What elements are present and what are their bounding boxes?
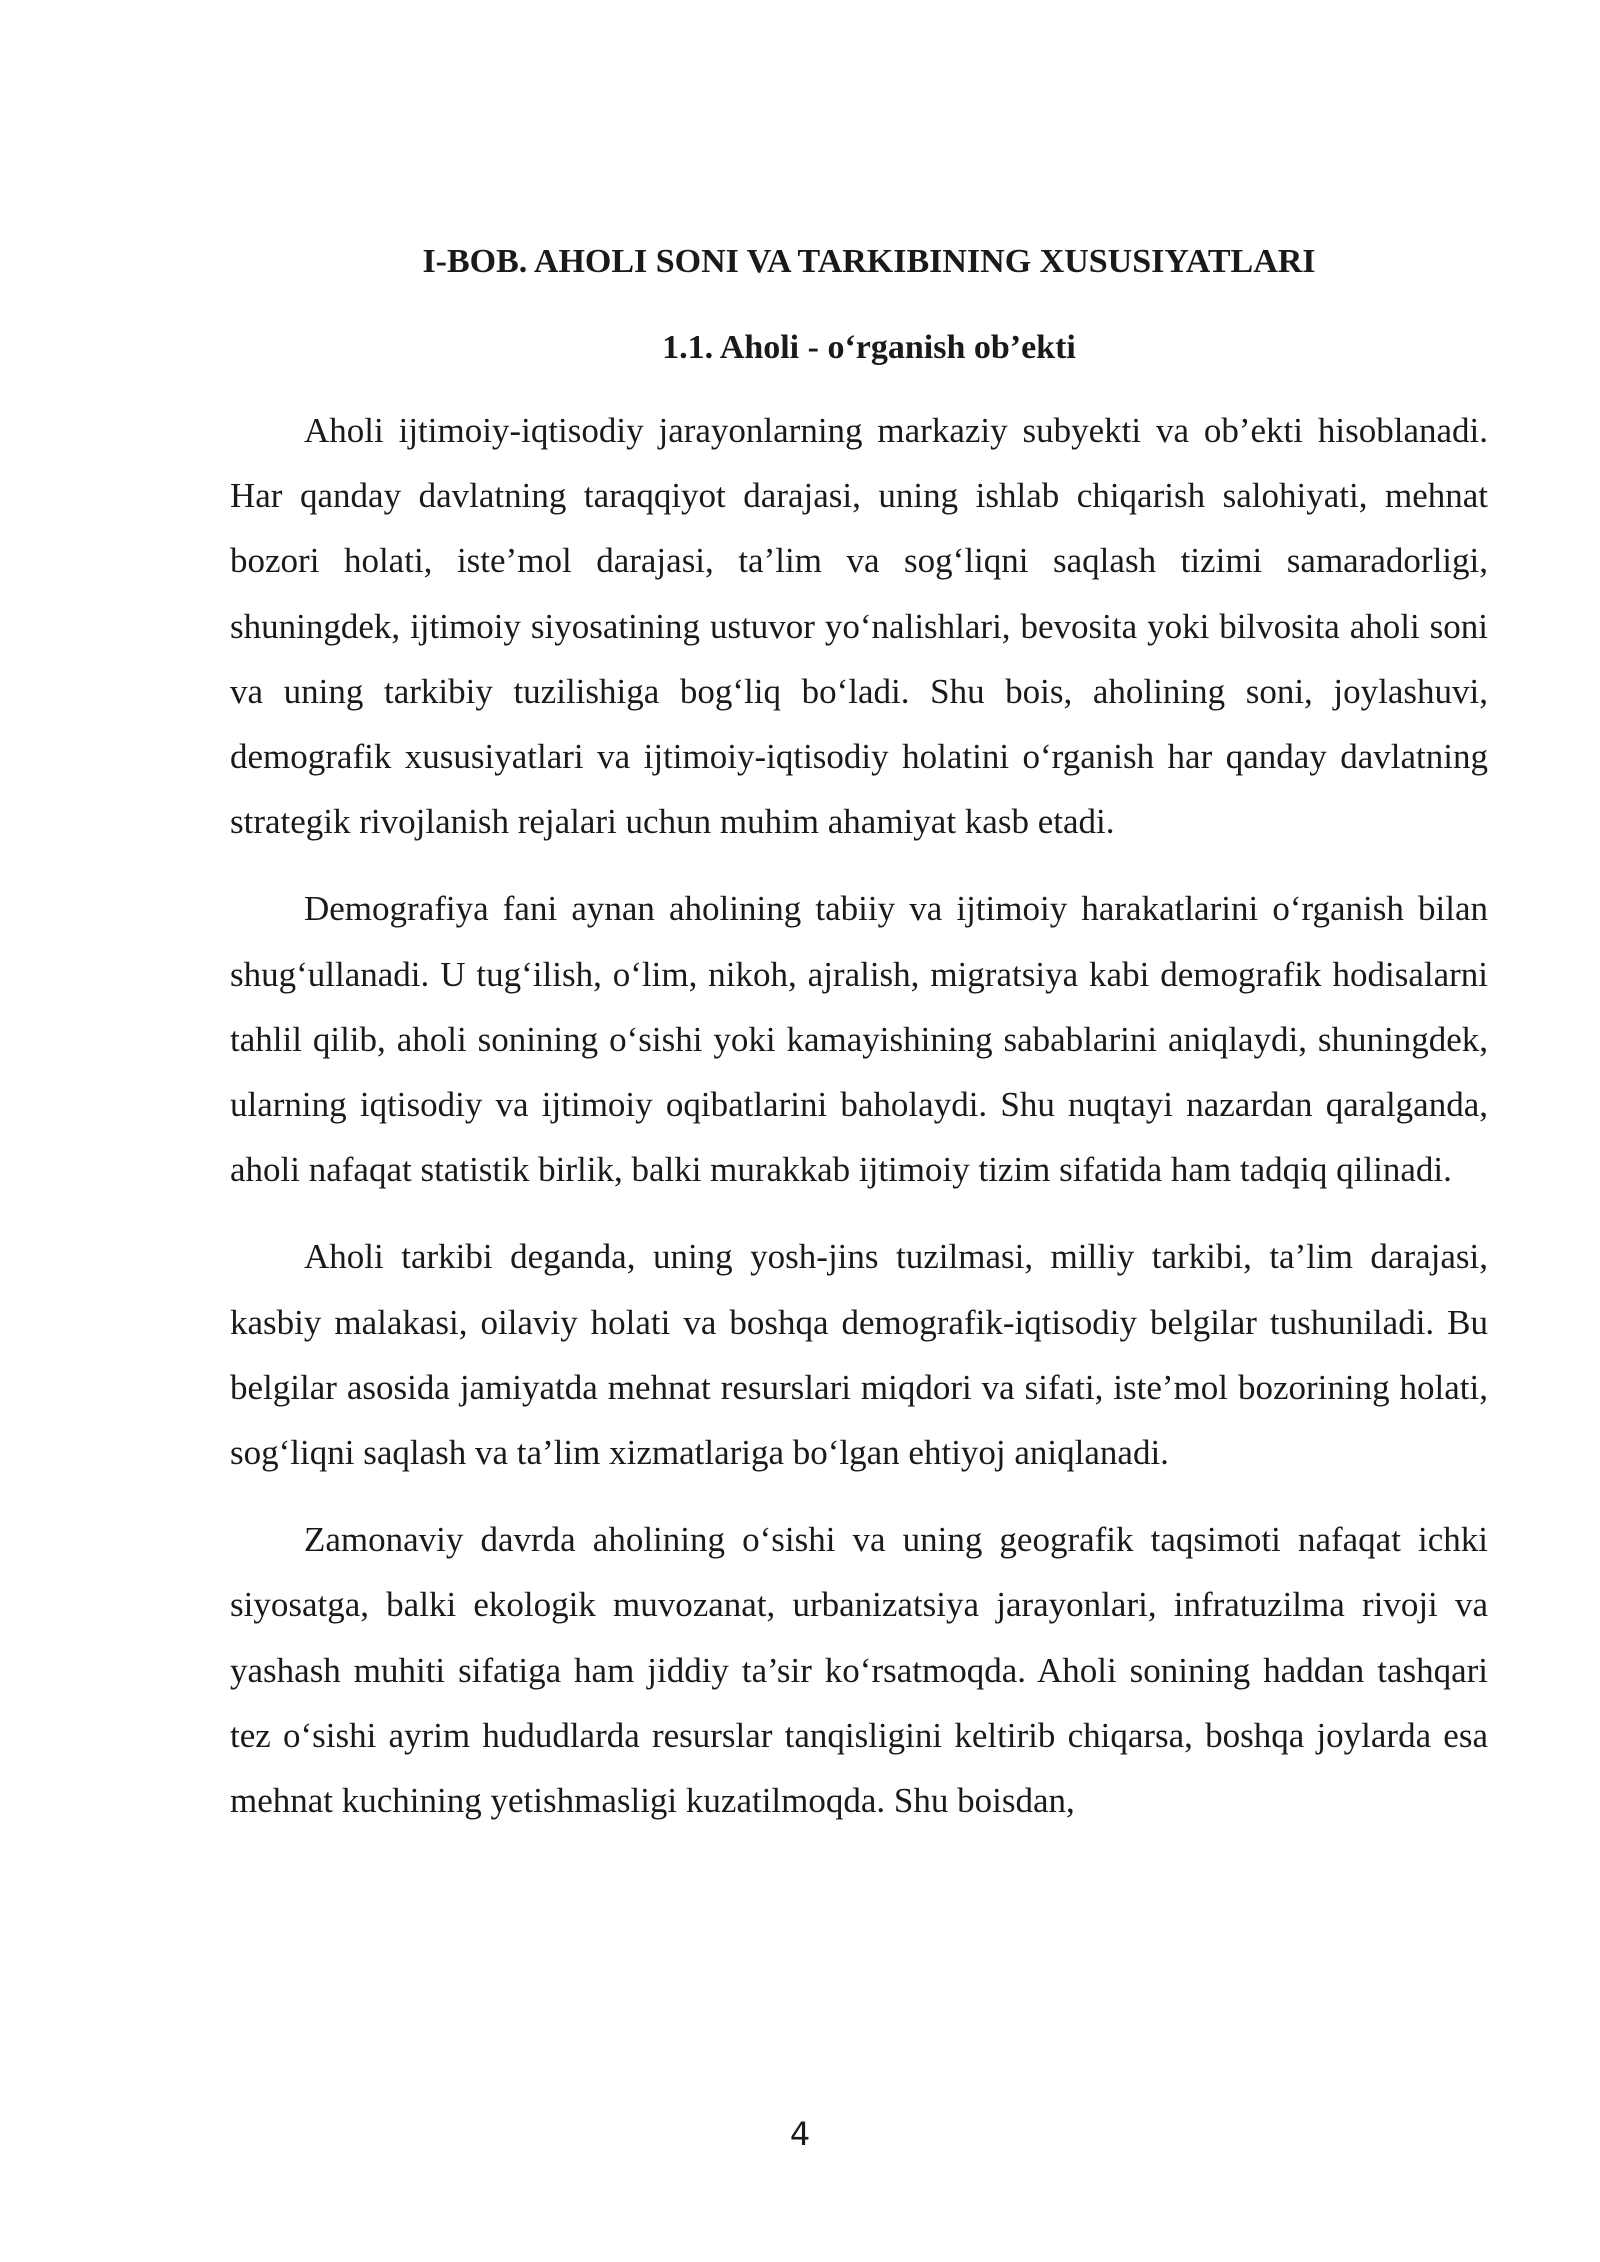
body-paragraph: Aholi tarkibi deganda, uning yosh-jins tuzilmasi, milliy tarkibi, ta’lim darajasi, kasbiy malakasi, oilaviy holati va boshqa demografik-iqtisodiy belgilar tushuniladi. Bu belgilar asosida jamiyatda mehnat resurslari miqdori va sifati, iste’mol bozorining holati, sog‘liqni saqlash va ta’lim xizmatlariga bo‘lgan ehtiyoj aniqlanadi.: [230, 1237, 1488, 1473]
body-paragraph: Aholi ijtimoiy-iqtisodiy jarayonlarning markaziy subyekti va ob’ekti hisoblanadi. Har qanday davlatning taraqqiyot darajasi, uning ishlab chiqarish salohiyati, mehnat bozori holati, iste’mol darajasi, ta’lim va sog‘liqni saqlash tizimi samaradorligi, shuningdek, ijtimoiy siyosatining ustuvor yo‘nalishlari, bevosita yoki bilvosita aholi soni va uning tarkibiy tuzilishiga bog‘liq bo‘ladi. Shu bois, aholining soni, joylashuvi, demografik xususiyatlari va ijtimoiy-iqtisodiy holatini o‘rganish har qanday davlatning strategik rivojlanish rejalari uchun muhim ahamiyat kasb etadi.: [230, 411, 1488, 842]
chapter-title: I-BOB. AHOLI SONI VA TARKIBINING XUSUSIYATLARI: [422, 243, 1316, 280]
page-number: 4: [789, 2115, 811, 2153]
section-title: 1.1. Aholi - o‘rganish ob’ekti: [662, 329, 1076, 366]
body-paragraph: Demografiya fani aynan aholining tabiiy va ijtimoiy harakatlarini o‘rganish bilan shug‘ullanadi. U tug‘ilish, o‘lim, nikoh, ajralish, migratsiya kabi demografik hodisalarni tahlil qilib, aholi sonining o‘sishi yoki kamayishining sabablarini aniqlaydi, shuningdek, ularning iqtisodiy va ijtimoiy oqibatlarini baholaydi. Shu nuqtayi nazardan qaralganda, aholi nafaqat statistik birlik, balki murakkab ijtimoiy tizim sifatida ham tadqiq qilinadi.: [230, 889, 1488, 1190]
text-column: [230, 238, 1488, 1833]
body-paragraph: Zamonaviy davrda aholining o‘sishi va uning geografik taqsimoti nafaqat ichki siyosatga, balki ekologik muvozanat, urbanizatsiya jarayonlari, infratuzilma rivoji va yashash muhiti sifatiga ham jiddiy ta’sir ko‘rsatmoqda. Aholi sonining haddan tashqari tez o‘sishi ayrim hududlarda resurslar tanqisligini keltirib chiqarsa, boshqa joylarda esa mehnat kuchining yetishmasligi kuzatilmoqda. Shu boisdan,: [230, 1520, 1488, 1821]
